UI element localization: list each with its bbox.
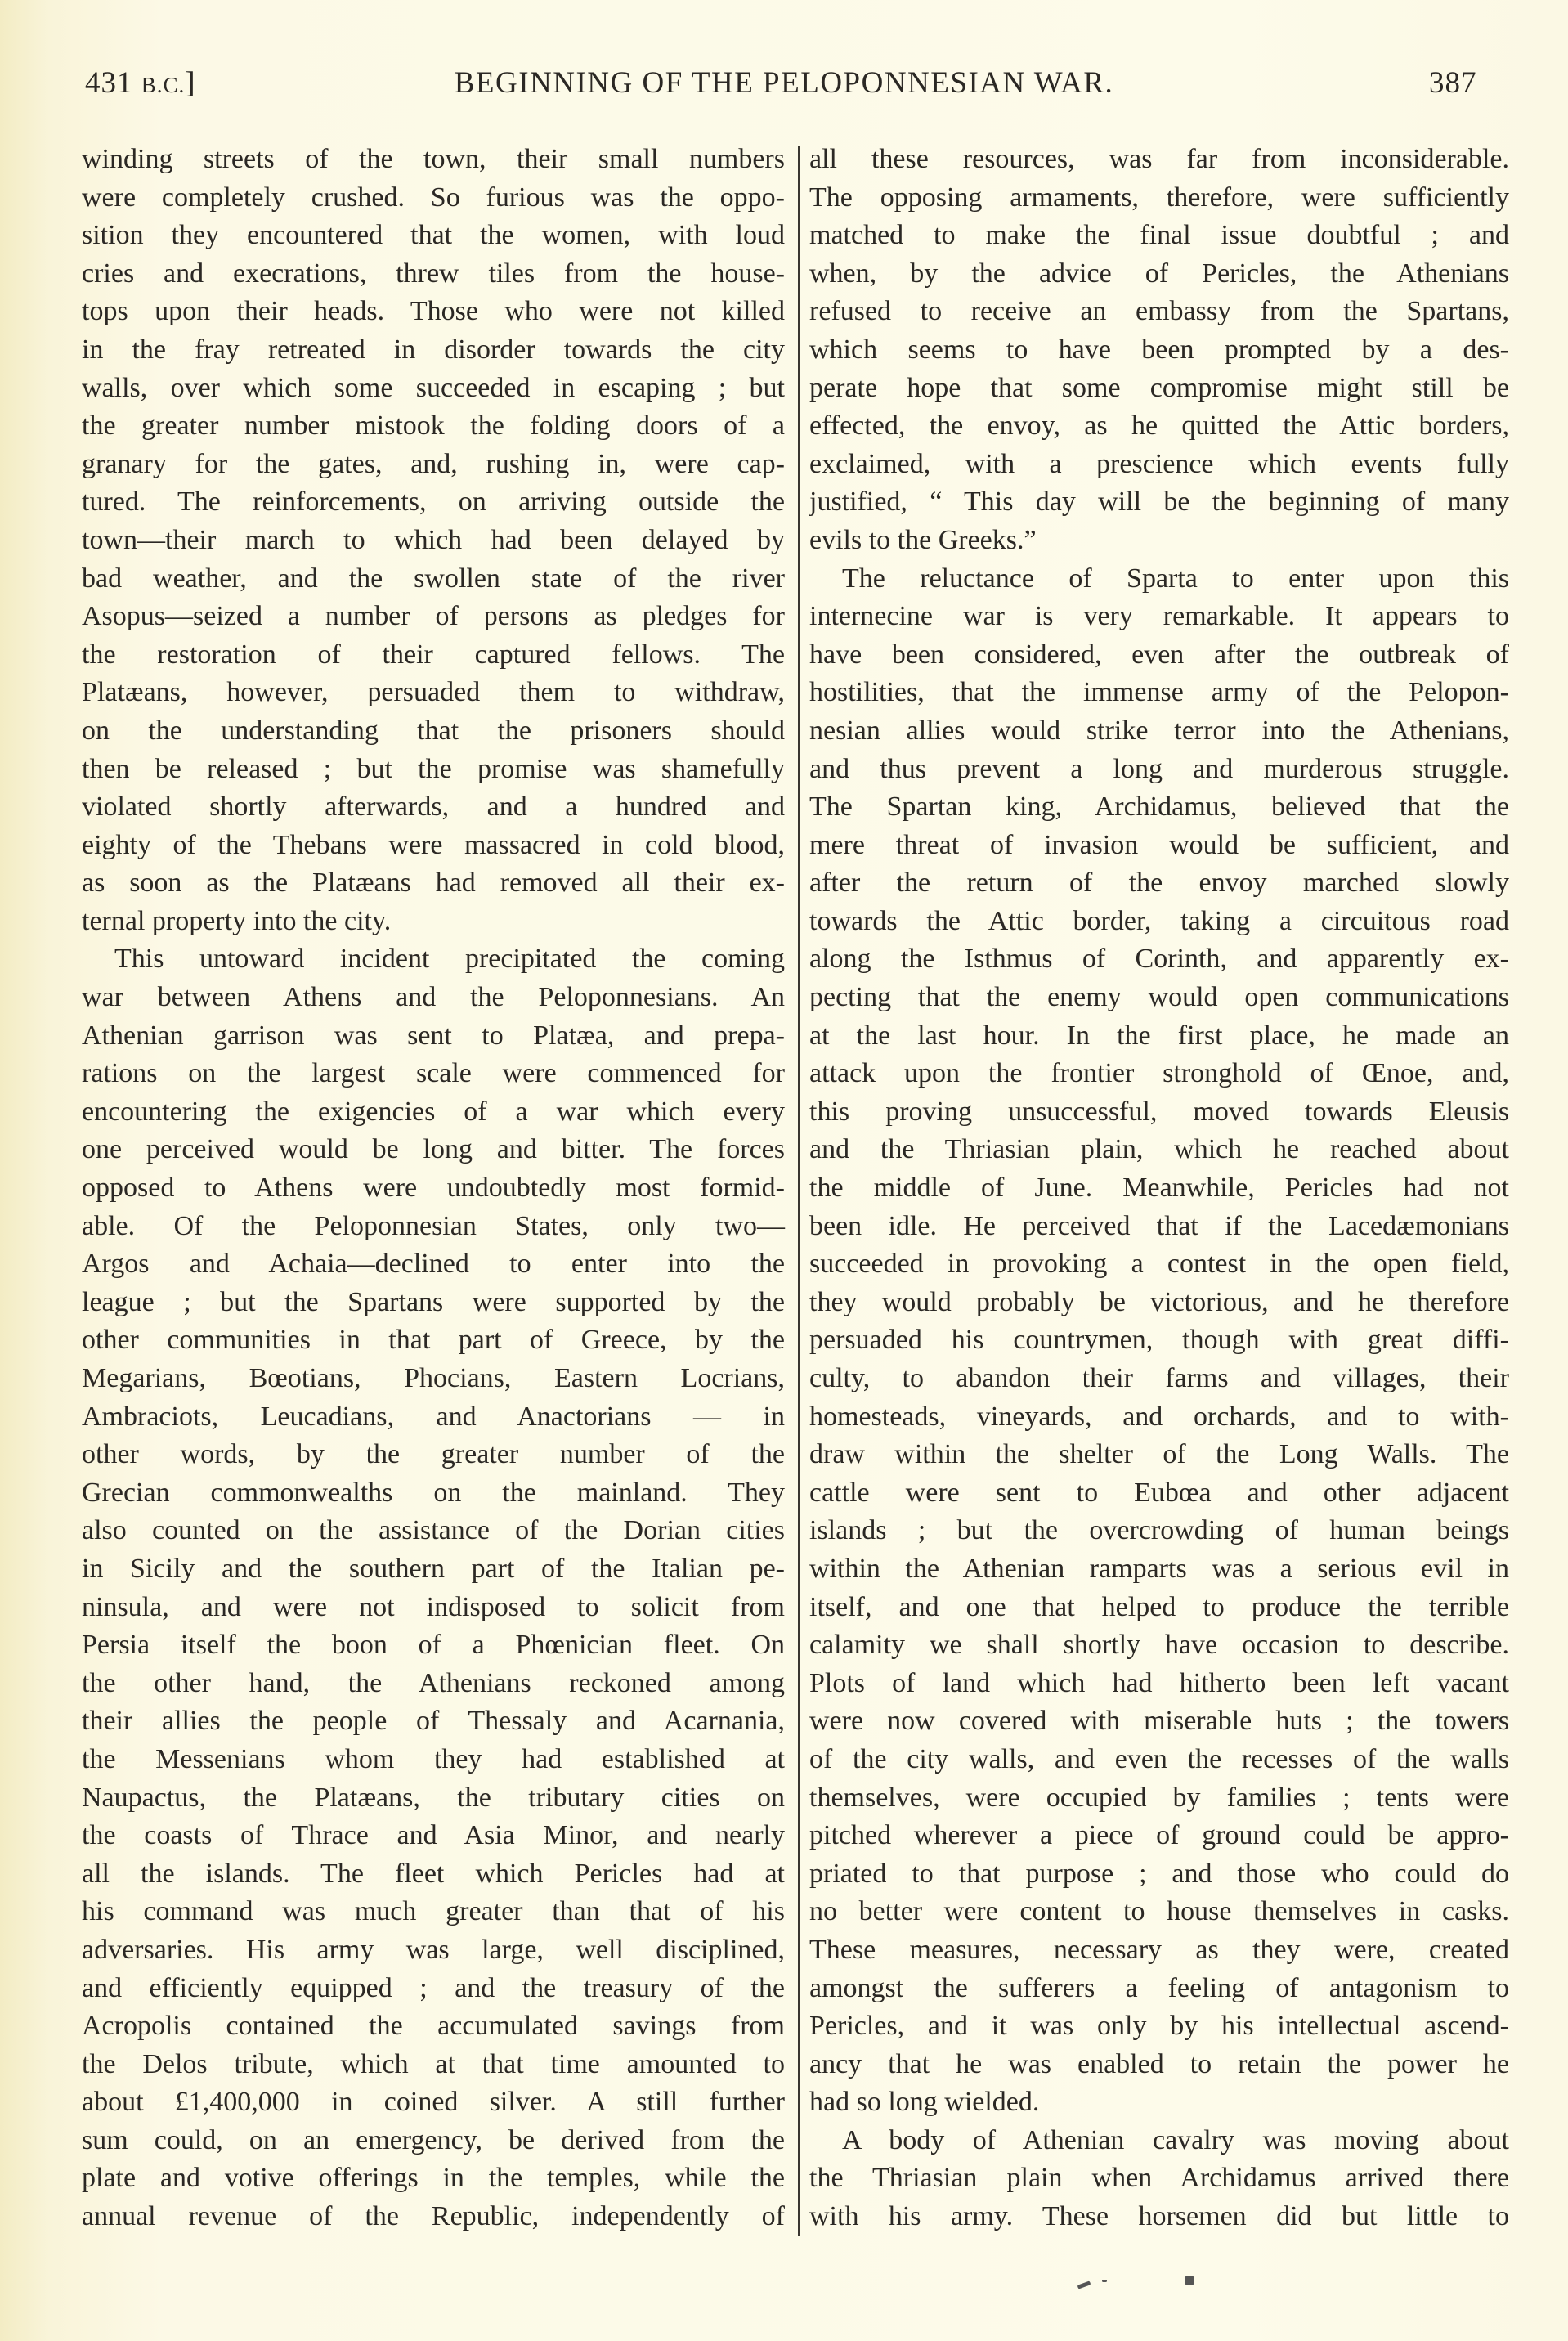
text-line: this proving unsuccessful, moved towards Eleusis (809, 1096, 1509, 1127)
text-line: tured. The reinforcements, on arriving outside the (82, 487, 785, 518)
text-line: the restoration of their captured fellows. The (82, 639, 785, 670)
column-left (82, 141, 785, 2236)
text-line: had so long wielded. (809, 2087, 1040, 2118)
text-line: mere threat of invasion would be sufficient, and (809, 829, 1509, 860)
paragraph (809, 560, 1509, 2122)
text-line: other words, by the greater number of the (82, 1439, 785, 1470)
running-head-title: BEGINNING OF THE PELOPONNESIAN WAR. (454, 66, 1114, 100)
text-line: culty, to abandon their farms and villages, their (809, 1363, 1509, 1393)
text-line: other communities in that part of Greece, by the (82, 1325, 785, 1356)
text-line: ninsula, and were not indisposed to solicit from (82, 1591, 785, 1622)
text-line: the Messenians whom they had established at (82, 1743, 785, 1774)
text-line: granary for the gates, and, rushing in, were cap- (82, 448, 785, 479)
text-line: war between Athens and the Peloponnesians. An (82, 982, 785, 1013)
print-speck (1077, 2280, 1091, 2289)
text-line: no better were content to house themselves in casks. (809, 1896, 1509, 1927)
text-line: persuaded his countrymen, though with great diffi- (809, 1325, 1509, 1356)
text-line: The opposing armaments, therefore, were sufficiently (809, 182, 1509, 213)
text-line: eighty of the Thebans were massacred in cold blood, (82, 829, 785, 860)
text-line: the greater number mistook the folding doors of a (82, 410, 785, 442)
text-line: when, by the advice of Pericles, the Athenians (809, 258, 1509, 289)
text-line: violated shortly afterwards, and a hundred and (82, 792, 785, 823)
page-number: 387 (1429, 66, 1477, 100)
text-line: opposed to Athens were undoubtedly most formid- (82, 1173, 785, 1204)
text-line: after the return of the envoy marched slowly (809, 868, 1509, 899)
column-right (809, 141, 1509, 2236)
text-line: nesian allies would strike terror into the Athenians, (809, 715, 1509, 746)
text-line: the middle of June. Meanwhile, Pericles had not (809, 1173, 1509, 1204)
text-line: matched to make the final issue doubtful ; and (809, 220, 1509, 251)
text-line: rations on the largest scale were commenced for (82, 1058, 785, 1089)
text-line: league ; but the Spartans were supported by the (82, 1286, 785, 1317)
text-line: annual revenue of the Republic, independently of (82, 2201, 785, 2232)
text-line: cries and execrations, threw tiles from the house- (82, 258, 785, 289)
text-line: sition they encountered that the women, with loud (82, 220, 785, 251)
text-line: tops upon their heads. Those who were not killed (82, 296, 785, 327)
text-line: which seems to have been prompted by a des- (809, 334, 1509, 365)
text-line: This untoward incident precipitated the coming (114, 944, 785, 975)
text-line: were completely crushed. So furious was the oppo- (82, 182, 785, 213)
text-line: walls, over which some succeeded in escaping ; but (82, 372, 785, 403)
paragraph (82, 940, 785, 2236)
text-line: as soon as the Platæans had removed all their ex- (82, 868, 785, 899)
text-line: calamity we shall shortly have occasion to describe. (809, 1630, 1509, 1661)
text-line: along the Isthmus of Corinth, and apparently ex- (809, 944, 1509, 975)
text-line: sum could, on an emergency, be derived from the (82, 2124, 785, 2155)
text-line: draw within the shelter of the Long Walls. The (809, 1439, 1509, 1470)
text-line: Naupactus, the Platæans, the tributary cities on (82, 1782, 785, 1813)
text-line: amongst the sufferers a feeling of antagonism to (809, 1972, 1509, 2003)
paragraph (809, 141, 1509, 560)
text-line: Asopus—seized a number of persons as pledges for (82, 601, 785, 632)
text-line: ancy that he was enabled to retain the power he (809, 2048, 1509, 2079)
text-line: with his army. These horsemen did but little to (809, 2201, 1509, 2232)
text-line: A body of Athenian cavalry was moving about (842, 2124, 1509, 2155)
text-line: The reluctance of Sparta to enter upon this (842, 563, 1509, 594)
text-line: bad weather, and the swollen state of the river (82, 563, 785, 594)
text-line: internecine war is very remarkable. It appears to (809, 601, 1509, 632)
text-line: plate and votive offerings in the temples, while the (82, 2163, 785, 2194)
text-line: Persia itself the boon of a Phœnician fleet. On (82, 1630, 785, 1661)
text-line: all the islands. The fleet which Pericles had at (82, 1858, 785, 1889)
text-line: justified, “ This day will be the beginning of many (809, 487, 1509, 518)
text-line: town—their march to which had been delayed by (82, 524, 785, 555)
text-line: encountering the exigencies of a war which every (82, 1096, 785, 1127)
print-speck (1185, 2276, 1194, 2285)
text-line: succeeded in provoking a contest in the open field, (809, 1249, 1509, 1280)
text-line: winding streets of the town, their small numbers (82, 144, 785, 174)
text-line: refused to receive an embassy from the Spartans, (809, 296, 1509, 327)
text-line: cattle were sent to Eubœa and other adjacent (809, 1477, 1509, 1508)
text-line: Megarians, Bœotians, Phocians, Eastern Locrians, (82, 1363, 785, 1393)
paragraph (809, 2122, 1509, 2236)
text-line: and efficiently equipped ; and the treasury of the (82, 1972, 785, 2003)
text-line: in Sicily and the southern part of the Italian pe- (82, 1553, 785, 1584)
text-line: adversaries. His army was large, well disciplined, (82, 1934, 785, 1965)
text-line: in the fray retreated in disorder towards the city (82, 334, 785, 365)
text-line: have been considered, even after the outbreak of (809, 639, 1509, 670)
text-line: the other hand, the Athenians reckoned among (82, 1667, 785, 1698)
text-line: Acropolis contained the accumulated savings from (82, 2011, 785, 2042)
era: B.C. (141, 73, 186, 97)
text-line: The Spartan king, Archidamus, believed that the (809, 792, 1509, 823)
text-line: Argos and Achaia—declined to enter into the (82, 1249, 785, 1280)
text-line: they would probably be victorious, and he therefore (809, 1286, 1509, 1317)
text-line: one perceived would be long and bitter. The forces (82, 1134, 785, 1165)
text-line: the coasts of Thrace and Asia Minor, and nearly (82, 1820, 785, 1851)
paragraph (82, 141, 785, 940)
text-line: evils to the Greeks.” (809, 524, 1037, 555)
text-line: Grecian commonwealths on the mainland. They (82, 1477, 785, 1508)
text-line: Platæans, however, persuaded them to withdraw, (82, 677, 785, 708)
text-line: Athenian garrison was sent to Platæa, and prepa- (82, 1020, 785, 1051)
text-line: Ambraciots, Leucadians, and Anactorians — in (82, 1401, 785, 1432)
text-line: towards the Attic border, taking a circuitous road (809, 905, 1509, 936)
text-line: pitched wherever a piece of ground could be appro- (809, 1820, 1509, 1851)
print-speck (1102, 2280, 1107, 2282)
year: 431 (85, 66, 133, 100)
text-line: able. Of the Peloponnesian States, only two— (82, 1210, 785, 1241)
column-divider (798, 146, 800, 2236)
text-line: homesteads, vineyards, and orchards, and to with- (809, 1401, 1509, 1432)
text-line: islands ; but the overcrowding of human beings (809, 1515, 1509, 1546)
text-line: exclaimed, with a prescience which events fully (809, 448, 1509, 479)
text-line: perate hope that some compromise might still be (809, 372, 1509, 403)
text-line: on the understanding that the prisoners should (82, 715, 785, 746)
text-line: Plots of land which had hitherto been left vacant (809, 1667, 1509, 1698)
text-line: all these resources, was far from inconsiderable. (809, 144, 1509, 174)
text-line: within the Athenian ramparts was a serious evil in (809, 1553, 1509, 1584)
text-line: the Thriasian plain when Archidamus arrived there (809, 2163, 1509, 2194)
text-line: pecting that the enemy would open communications (809, 982, 1509, 1013)
text-line: then be released ; but the promise was shamefully (82, 753, 785, 784)
text-line: hostilities, that the immense army of the Pelopon- (809, 677, 1509, 708)
text-line: and the Thriasian plain, which he reached about (809, 1134, 1509, 1165)
bracket: ] (185, 66, 196, 100)
text-line: effected, the envoy, as he quitted the Attic borders, (809, 410, 1509, 442)
text-line: priated to that purpose ; and those who could do (809, 1858, 1509, 1889)
text-line: Pericles, and it was only by his intellectual ascend- (809, 2011, 1509, 2042)
text-line: These measures, necessary as they were, created (809, 1934, 1509, 1965)
text-line: the Delos tribute, which at that time amounted to (82, 2048, 785, 2079)
text-line: also counted on the assistance of the Dorian cities (82, 1515, 785, 1546)
text-line: themselves, were occupied by families ; tents were (809, 1782, 1509, 1813)
text-line: his command was much greater than that of his (82, 1896, 785, 1927)
text-line: been idle. He perceived that if the Lacedæmonians (809, 1210, 1509, 1241)
text-line: about £1,400,000 in coined silver. A still further (82, 2087, 785, 2118)
text-line: of the city walls, and even the recesses of the walls (809, 1743, 1509, 1774)
text-line: at the last hour. In the first place, he made an (809, 1020, 1509, 1051)
text-line: were now covered with miserable huts ; the towers (809, 1706, 1509, 1737)
text-line: their allies the people of Thessaly and Acarnania, (82, 1706, 785, 1737)
text-line: ternal property into the city. (82, 905, 392, 936)
text-line: and thus prevent a long and murderous struggle. (809, 753, 1509, 784)
text-line: itself, and one that helped to produce the terrible (809, 1591, 1509, 1622)
text-line: attack upon the frontier stronghold of Œnoe, and, (809, 1058, 1509, 1089)
